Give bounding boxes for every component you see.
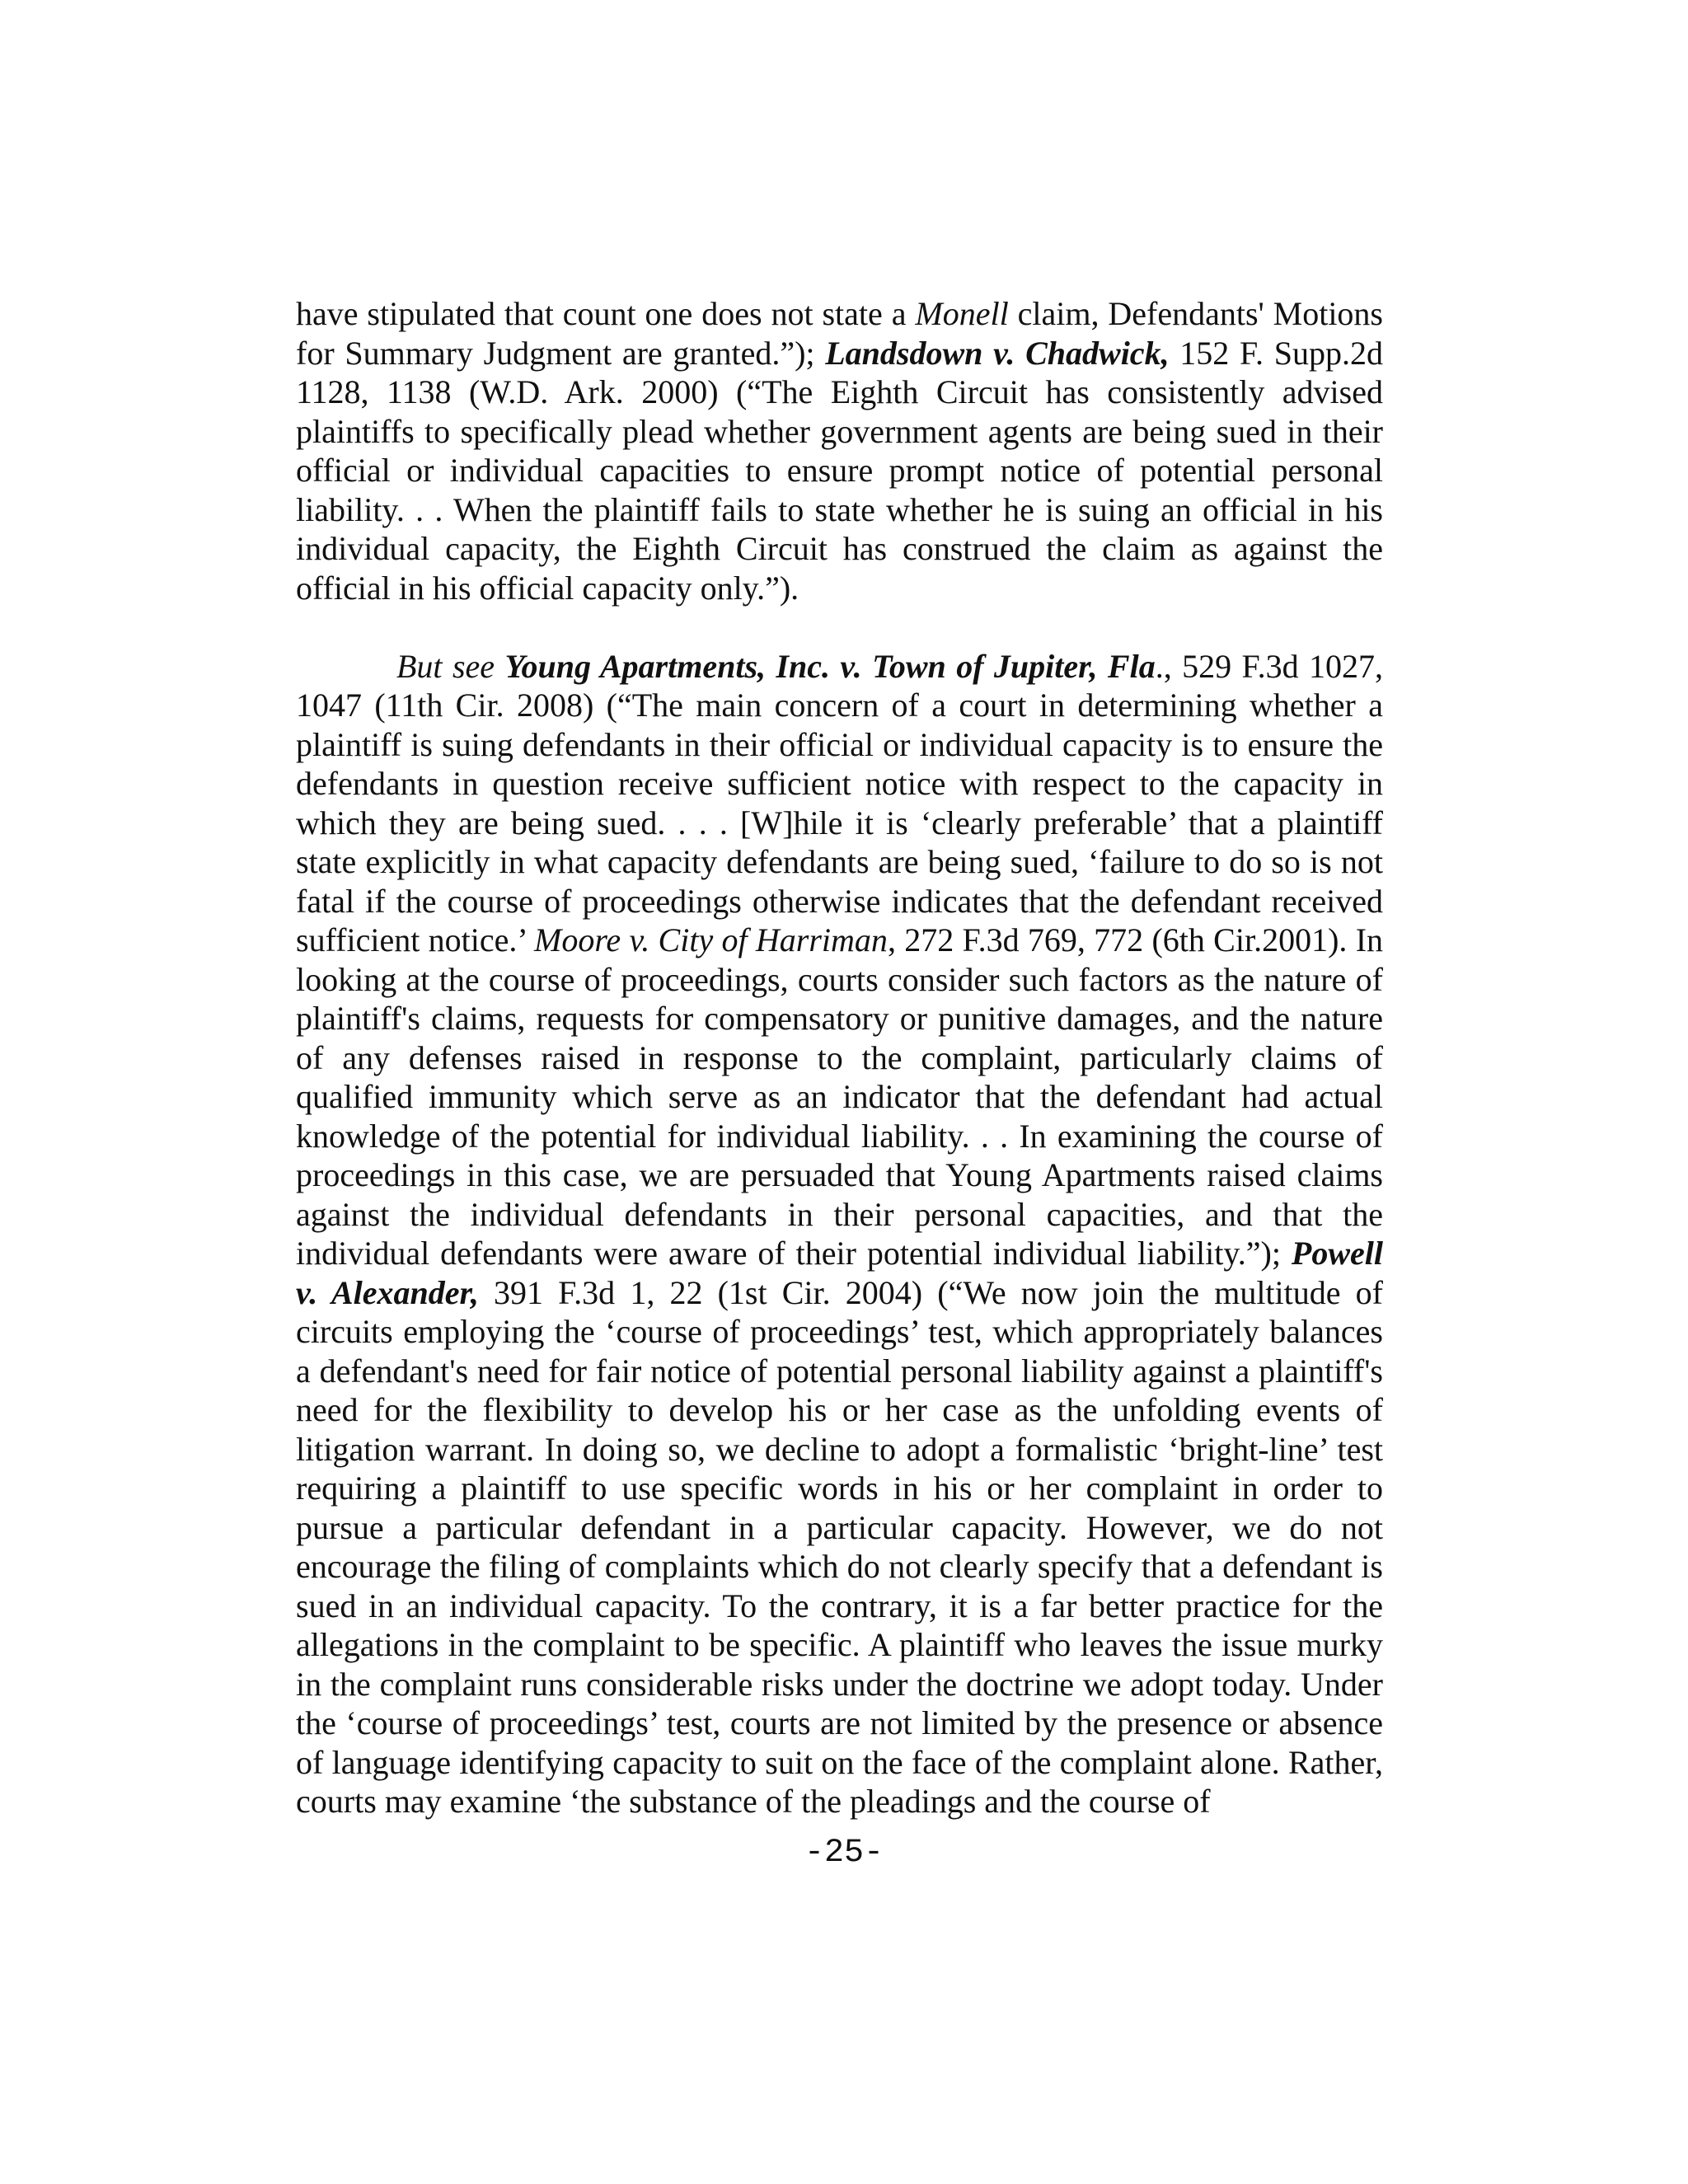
text-segment: 152 F. Supp.2d 1128, 1138 (W.D. Ark. 2000) (“The Eighth Circuit has consistently advised plaintiffs to specifically plead whether government agents are being sued in their official or individual capacities to ensure prompt notice of potential personal liability. . . When the plaintiff fails to state whether he is suing an official in his individual capacity, the Eighth Circuit has construed the claim as against the official in his official capacity only.”). xyxy=(296,334,1383,607)
text-segment: 391 F.3d 1, 22 (1st Cir. 2004) (“We now join the multitude of circuits employing the ‘course of proceedings’ test, which appropriately balances a defendant's need for fair notice of potential personal liability against a plaintiff's need for the flexibility to develop his or her case as the unfolding events of litigation warrant. In doing so, we decline to adopt a formalistic ‘bright-line’ test requiring a plaintiff to use specific words in his or her complaint in order to pursue a particular defendant in a particular capacity. However, we do not encourage the filing of complaints which do not clearly specify that a defendant is sued in an individual capacity. To the contrary, it is a far better practice for the allegations in the complaint to be specific. A plaintiff who leaves the issue murky in the complaint runs considerable risks under the doctrine we adopt today. Under the ‘course of proceedings’ test, courts are not limited by the presence or absence of language identifying capacity to suit on the face of the complaint alone. Rather, courts may examine ‘the substance of the pleadings and the course of xyxy=(296,1273,1383,1820)
paragraph-1 xyxy=(296,294,1383,607)
italic-case-reference-moore: Moore v. City of Harriman xyxy=(534,921,888,958)
case-citation-powell-v-alexander: Powell v. Alexander, xyxy=(296,1235,1383,1311)
paragraph-2 xyxy=(296,647,1383,1821)
signal-but-see: But see xyxy=(396,647,505,685)
page-number: -25- xyxy=(804,1835,884,1872)
text-segment: have stipulated that count one does not state a xyxy=(296,295,916,332)
text-segment: , 272 F.3d 769, 772 (6th Cir.2001). In looking at the course of proceedings, courts consider such factors as the nature of plaintiff's claims, requests for compensatory or punitive damages, and the nature of any defenses raised in response to the complaint, particularly claims of qualified immunity which serve as an indicator that the defendant had actual knowledge of the potential for individual liability. . . In examining the course of proceedings in this case, we are persuaded that Young Apartments raised claims against the individual defendants in their personal capacities, and that the individual defendants were aware of their potential individual liability.”); xyxy=(296,921,1384,1272)
text-segment: claim, Defendants' Motions for Summary Judgment are granted.”); xyxy=(296,295,1384,372)
text-segment: ., 529 F.3d 1027, 1047 (11th Cir. 2008) (“The main concern of a court in determining whether a plaintiff is suing defendants in their official or individual capacity is to ensure the defendants in question receive sufficient notice with respect to the capacity in which they are being sued. . . . [W]hile it is ‘clearly preferable’ that a plaintiff state explicitly in what capacity defendants are being sued, ‘failure to do so is not fatal if the course of proceedings otherwise indicates that the defendant received sufficient notice.’ xyxy=(296,647,1383,958)
italic-case-reference-monell: Monell xyxy=(915,295,1009,332)
body-text xyxy=(296,294,1383,1821)
case-citation-landsdown-v-chadwick: Landsdown v. Chadwick, xyxy=(825,334,1170,372)
case-citation-young-apartments: Young Apartments, Inc. v. Town of Jupiter, Fla xyxy=(504,647,1156,685)
